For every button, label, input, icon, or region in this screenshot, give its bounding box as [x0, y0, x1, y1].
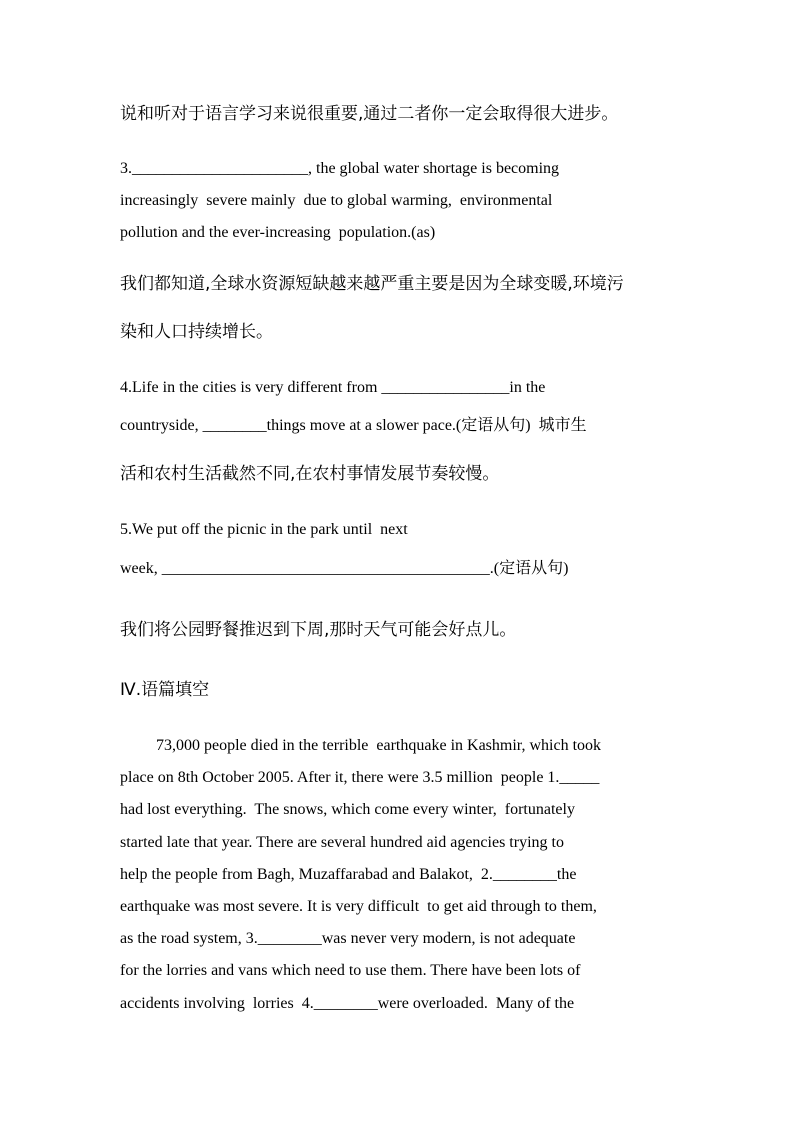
section-iv-heading: Ⅳ.语篇填空 [120, 680, 210, 700]
item-3-line-1: 3.______________________, the global water shortage is becoming [120, 160, 560, 177]
passage-line: started late that year. There are several hundred aid agencies trying to [120, 834, 564, 851]
item-3-line-3: pollution and the ever-increasing population.(as) [120, 224, 436, 241]
item-4-chinese-line-1: 活和农村生活截然不同,在农村事情发展节奏较慢。 [120, 464, 500, 484]
item-4-line-1: 4.Life in the cities is very different from ________________in the [120, 379, 546, 396]
item-3-chinese-line-2: 染和人口持续增长。 [120, 322, 273, 342]
passage-line: place on 8th October 2005. After it, there were 3.5 million people 1._____ [120, 769, 600, 786]
item-3-chinese-line-1: 我们都知道,全球水资源短缺越来越严重主要是因为全球变暖,环境污 [120, 274, 624, 294]
item-5-line-1: 5.We put off the picnic in the park until next [120, 521, 408, 538]
passage-line: accidents involving lorries 4.________were overloaded. Many of the [120, 995, 575, 1012]
passage-line: earthquake was most severe. It is very difficult to get aid through to them, [120, 898, 597, 915]
passage-line: as the road system, 3.________was never very modern, is not adequate [120, 930, 576, 947]
passage-line: help the people from Bagh, Muzaffarabad and Balakot, 2.________the [120, 866, 577, 883]
passage-line: for the lorries and vans which need to use them. There have been lots of [120, 962, 581, 979]
item-5-chinese-line-1: 我们将公园野餐推迟到下周,那时天气可能会好点儿。 [120, 620, 517, 640]
item-4-line-2: countryside, ________things move at a slower pace.(定语从句) 城市生 [120, 417, 587, 434]
chinese-translation-intro: 说和听对于语言学习来说很重要,通过二者你一定会取得很大进步。 [120, 104, 619, 124]
item-3-line-2: increasingly severe mainly due to global warming, environmental [120, 192, 553, 209]
passage-line: had lost everything. The snows, which come every winter, fortunately [120, 801, 575, 818]
passage-line: 73,000 people died in the terrible earthquake in Kashmir, which took [156, 737, 602, 754]
item-5-line-2: week, _________________________________________.(定语从句) [120, 560, 569, 577]
